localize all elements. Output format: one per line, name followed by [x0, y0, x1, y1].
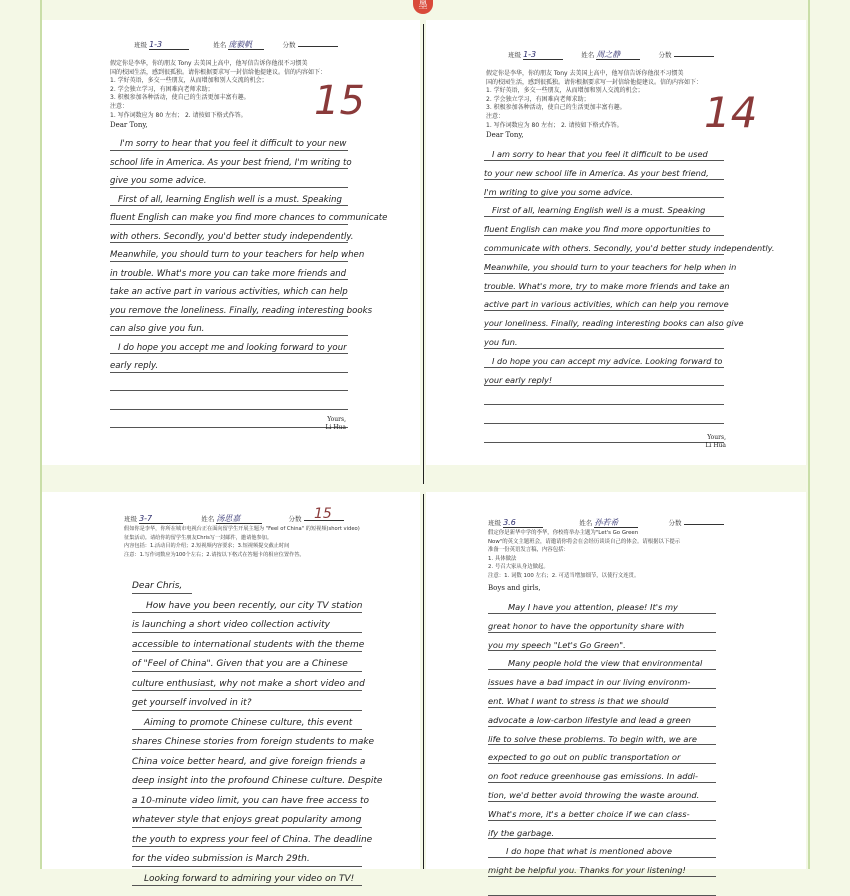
writing-line: How have you been recently, our city TV station — [132, 594, 362, 614]
writing-line: take an active part in various activities, which can help — [110, 280, 348, 299]
instructions — [488, 529, 680, 581]
writing-line: I do hope you can accept my advice. Looking forward to — [484, 349, 724, 368]
instruction-line: 准备一份英语发言稿，内容包括： — [488, 547, 569, 554]
essay-sheet-1 — [42, 20, 420, 465]
signoff: Yours, — [707, 434, 726, 441]
page-border-right — [808, 0, 810, 869]
instruction-line: 假如你是李华，你所在城市电视台正在面向留学生开展主题为 "Feel of China" 的短视频(short video) — [124, 526, 360, 532]
divider-bottom — [423, 494, 424, 869]
writing-line: you fun. — [484, 330, 724, 349]
writing-line: is launching a short video collection activity — [132, 613, 362, 633]
instructions — [486, 70, 702, 130]
instruction-line: 3. 积极参加各种活动，使自己的生活更加丰富有趣。 — [110, 94, 250, 102]
writing-line — [110, 391, 348, 410]
writing-line: Aiming to promote Chinese culture, this event — [132, 711, 362, 731]
writing-line: great honor to have the opportunity share with — [488, 614, 716, 633]
instruction-line: 1. 写作词数应为 80 左右； 2. 请按如下格式作答。 — [486, 121, 623, 129]
signer-name: Li Hua — [705, 442, 726, 449]
writing-line: I am sorry to hear that you feel it difficult to be used — [484, 142, 724, 161]
writing-line: Looking forward to admiring your video on TV! — [132, 867, 362, 887]
writing-line: I do hope you accept me and looking forward to your — [110, 336, 348, 355]
writing-line: for the video submission is March 29th. — [132, 847, 362, 867]
instruction-line: 3. 积极参加各种活动，使自己的生活更加丰富有趣。 — [486, 104, 626, 112]
writing-line: shares Chinese stories from foreign students to make — [132, 730, 362, 750]
writing-line: China voice better heard, and give foreign friends a — [132, 750, 362, 770]
greeting: Dear Tony, — [110, 121, 148, 129]
writing-line: to your new school life in America. As your best friend, — [484, 161, 724, 180]
writing-line: I'm writing to give you some advice. — [484, 180, 724, 199]
signoff: Yours, — [327, 416, 346, 423]
writing-line: fluent English can make you find more chances to communicate — [110, 206, 348, 225]
writing-line: tion, we'd better avoid throwing the waste around. — [488, 783, 716, 802]
essay-sheet-4 — [426, 492, 806, 876]
class-value: 1-3 — [149, 40, 189, 50]
instruction-line: 注意： — [110, 102, 129, 110]
writing-line: you remove the loneliness. Finally, reading interesting books — [110, 299, 348, 318]
writing-line: Meanwhile, you should turn to your teachers for help when in — [484, 255, 724, 274]
writing-line: can also give you fun. — [110, 317, 348, 336]
writing-line: with others. Secondly, you'd better study independently. — [110, 225, 348, 244]
writing-line: fluent English can make you find more opportunities to — [484, 217, 724, 236]
student-name: 庞毅帆 — [228, 40, 264, 50]
writing-line: May I have you attention, please! It's my — [488, 595, 716, 614]
writing-line: accessible to international students with the theme — [132, 633, 362, 653]
writing-line: might be helpful you. Thanks for your listening! — [488, 858, 716, 877]
instruction-line: 1. 具体做法 — [488, 555, 517, 562]
signature-block — [292, 416, 346, 432]
sheet-header — [124, 514, 344, 524]
essay-sheet-3 — [42, 492, 420, 884]
greeting: Dear Tony, — [486, 131, 524, 139]
writing-lines — [110, 132, 388, 428]
class-label: 班级 — [124, 515, 137, 523]
class-value: 3.6 — [503, 518, 543, 528]
instruction-line: 1. 学好英语，多交一些朋友，从而增加和别人交流的机会； — [486, 87, 644, 95]
writing-line: First of all, learning English well is a must. Speaking — [110, 188, 348, 207]
name-label: 姓名 — [581, 51, 595, 59]
greeting: Boys and girls, — [488, 584, 541, 592]
writing-line: I do hope that what is mentioned above — [488, 839, 716, 858]
sheet-header — [134, 40, 338, 50]
essay-sheet-2 — [426, 20, 806, 465]
writing-line: whatever style that enjoys great popularity among — [132, 808, 362, 828]
instruction-line: 2. 学会独立学习，有困难向老师求助； — [110, 85, 214, 93]
instruction-line: 内容包括：1.活动目的介绍；2.短视频内容要求；3.短视频提交截止时间 — [124, 543, 290, 550]
writing-line: expected to go out on public transportation or — [488, 745, 716, 764]
instruction-line: 2. 号召大家从身边做起。 — [488, 564, 549, 571]
writing-line: trouble. What's more, try to make more friends and take an — [484, 274, 724, 293]
writing-line: the youth to express your feel of China. The deadline — [132, 828, 362, 848]
instruction-line: 假定你是新华中学的李华，你校将举办主题为"Let's Go Green — [488, 530, 639, 536]
instruction-line: 注意：1. 词数 100 左右；2. 可适当增加细节，以使行文连贯。 — [488, 572, 640, 579]
greeting: Dear Chris, — [132, 574, 192, 594]
grade-mark: 15 — [314, 506, 332, 522]
class-label: 班级 — [488, 519, 501, 527]
score-label: 分数 — [282, 41, 296, 49]
divider-top — [423, 24, 424, 484]
instruction-line: 假定你是李华，你的朋友 Tony 去美国上高中，他写信告诉你他很不习惯美 — [486, 70, 684, 77]
writing-line: issues have a bad impact in our living environm- — [488, 670, 716, 689]
watermark-logo: 墨 — [413, 0, 433, 14]
instruction-line: 2. 学会独立学习，有困难向老师求助； — [486, 95, 590, 103]
writing-line: I'm sorry to hear that you feel it difficult to your new — [110, 132, 348, 151]
instruction-line: 注意： — [486, 112, 505, 120]
writing-line: What's more, it's a better choice if we can class- — [488, 802, 716, 821]
class-value: 1-3 — [523, 50, 563, 60]
student-name: 孙若希 — [594, 518, 638, 528]
instructions — [110, 60, 326, 120]
writing-line: get yourself involved in it? — [132, 691, 362, 711]
class-label: 班级 — [134, 41, 147, 49]
writing-line: you my speech "Let's Go Green". — [488, 633, 716, 652]
writing-line: Many people hold the view that environmental — [488, 651, 716, 670]
instruction-line: Now"的英文主题班会，请邀请你将会在会经历谈谈自己的体会。请根据以下提示 — [488, 538, 681, 545]
instruction-line: 国的校园生活，感到很孤独。请你根据要求写一封信给他提建议。信的内容如下： — [110, 68, 327, 76]
writing-line: advocate a low-carbon lifestyle and lead a green — [488, 708, 716, 727]
writing-line: deep insight into the profound Chinese culture. Despite — [132, 769, 362, 789]
writing-line: on foot reduce greenhouse gas emissions. In addi- — [488, 764, 716, 783]
class-label: 班级 — [508, 51, 521, 59]
name-label: 姓名 — [201, 515, 215, 523]
writing-line: communicate with others. Secondly, you'd better study independently. — [484, 236, 724, 255]
class-value: 3-7 — [139, 514, 183, 524]
instruction-line: 假定你是李华，你的朋友 Tony 去美国上高中，他写信告诉你他很不习惯美 — [110, 60, 308, 67]
writing-line: culture enthusiast, why not make a short video and — [132, 672, 362, 692]
sheet-header — [508, 50, 714, 60]
writing-line: early reply. — [110, 354, 348, 373]
writing-line: your early reply! — [484, 368, 724, 387]
writing-line: Meanwhile, you should turn to your teachers for help when — [110, 243, 348, 262]
instruction-line: 注意：1.写作词数应为100个左右；2.请按以下格式在答题卡的相应位置作答。 — [124, 551, 305, 558]
writing-line: active part in various activities, which can help you remove — [484, 292, 724, 311]
writing-line: give you some advice. — [110, 169, 348, 188]
writing-line — [488, 877, 716, 896]
grade-mark: 14 — [704, 88, 758, 137]
writing-lines — [484, 142, 775, 443]
score-label: 分数 — [668, 519, 682, 527]
name-label: 姓名 — [579, 519, 593, 527]
student-name: 周之静 — [596, 50, 640, 60]
writing-line: ent. What I want to stress is that we should — [488, 689, 716, 708]
grade-mark: 15 — [314, 78, 365, 124]
writing-lines — [132, 574, 383, 886]
writing-line: a 10-minute video limit, you can have free access to — [132, 789, 362, 809]
instruction-line: 国的校园生活，感到很孤独。请你根据要求写一封信给他提建议。信的内容如下： — [486, 78, 703, 86]
name-label: 姓名 — [213, 41, 227, 49]
writing-line: life to solve these problems. To begin with, we are — [488, 727, 716, 746]
writing-line: in trouble. What's more you can take more friends and — [110, 262, 348, 281]
instructions — [124, 525, 360, 559]
signer-name: Li Hua — [325, 424, 346, 431]
writing-line — [484, 405, 724, 424]
sheet-header — [488, 518, 724, 528]
student-name: 汤思嘉 — [216, 514, 262, 524]
writing-line: ify the garbage. — [488, 821, 716, 840]
writing-line: your loneliness. Finally, reading interesting books can also give — [484, 311, 724, 330]
instruction-line: 征集活动。请给你的留学生朋友Chris写一封邮件，邀请他参加。 — [124, 534, 273, 541]
score-label: 分数 — [658, 51, 672, 59]
writing-line — [110, 373, 348, 392]
score-label: 分数 — [288, 515, 302, 523]
instruction-line: 1. 学好英语，多交一些朋友，从而增加和别人交流的机会； — [110, 77, 268, 85]
writing-line: First of all, learning English well is a must. Speaking — [484, 198, 724, 217]
writing-line — [484, 386, 724, 405]
instruction-line: 1. 写作词数应为 80 左右； 2. 请按如下格式作答。 — [110, 111, 247, 119]
writing-line: school life in America. As your best friend, I'm writing to — [110, 151, 348, 170]
signature-block — [672, 434, 726, 450]
writing-line: of "Feel of China". Given that you are a Chinese — [132, 652, 362, 672]
writing-lines — [488, 595, 716, 896]
